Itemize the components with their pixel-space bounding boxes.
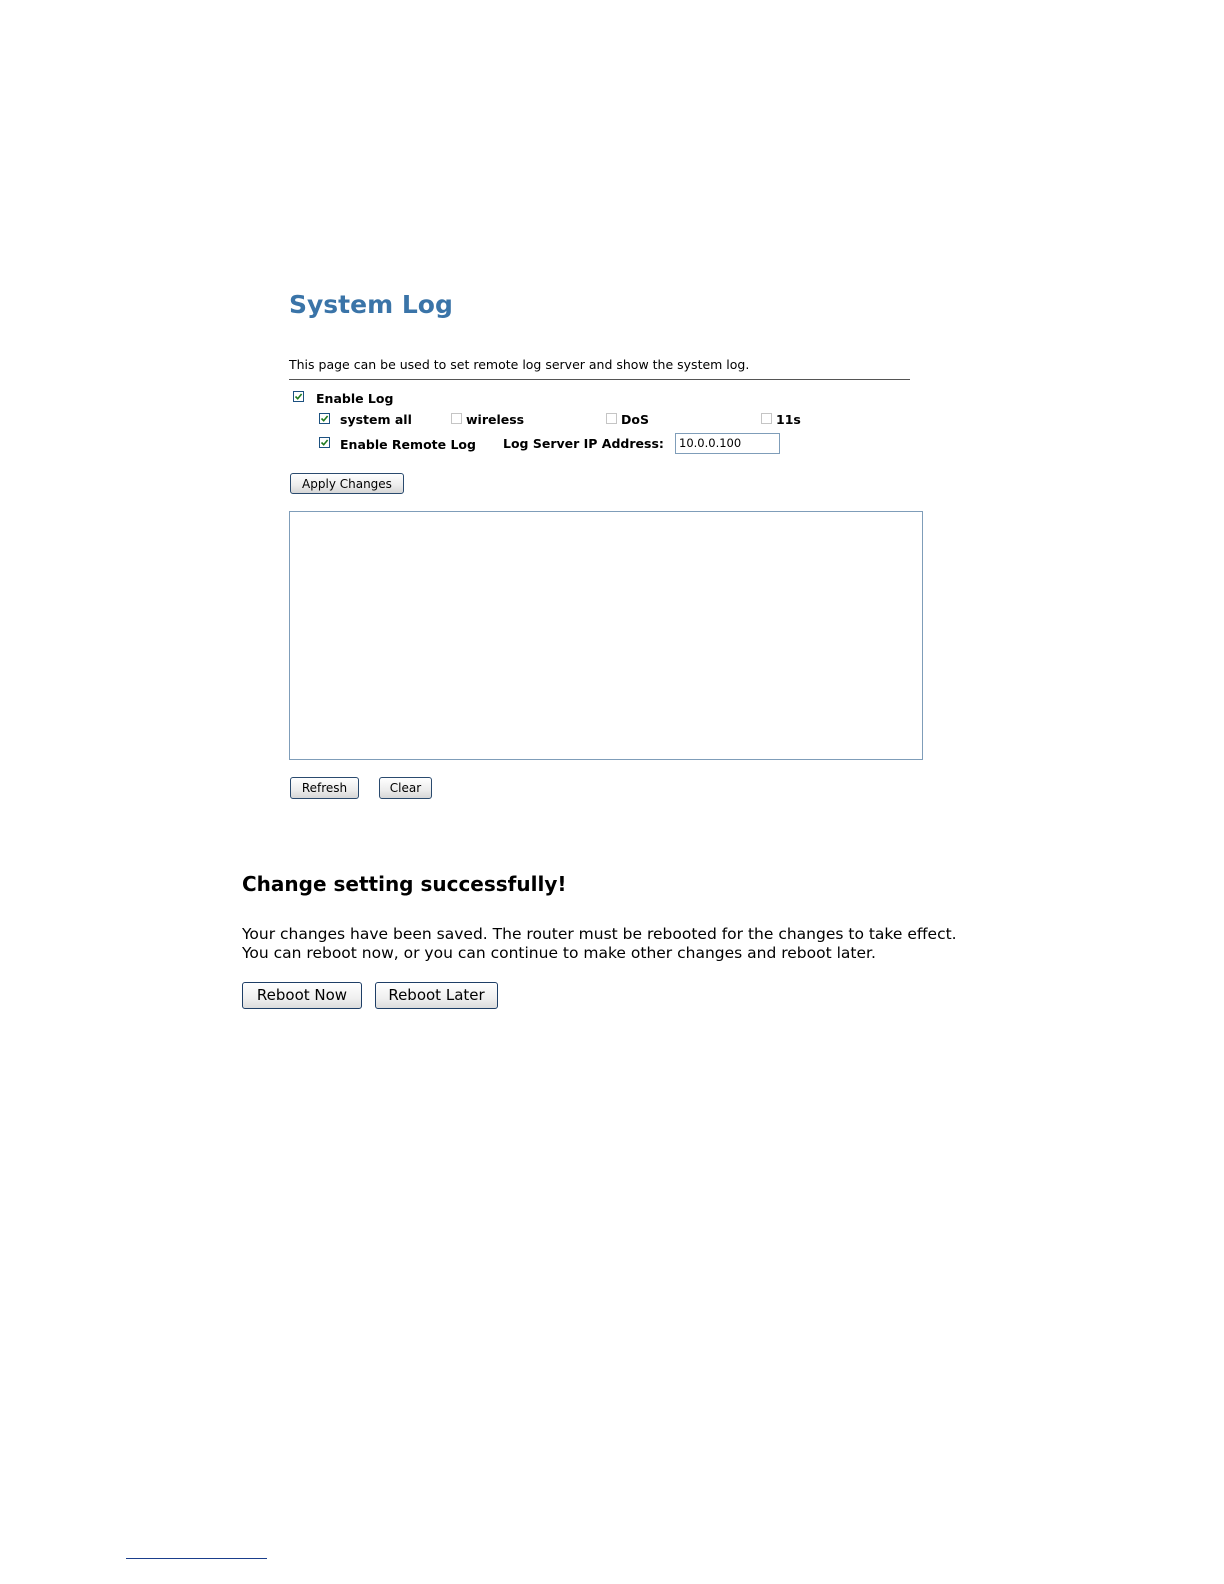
dos-checkbox[interactable] <box>606 413 617 424</box>
dos-label: DoS <box>621 412 649 427</box>
log-server-ip-input[interactable]: 10.0.0.100 <box>675 433 780 454</box>
wireless-label: wireless <box>466 412 525 427</box>
reboot-now-button[interactable]: Reboot Now <box>242 982 362 1009</box>
system-all-checkbox[interactable] <box>319 413 330 424</box>
checkmark-icon <box>320 438 329 447</box>
system-all-label: system all <box>340 412 412 427</box>
11s-label: 11s <box>776 412 801 427</box>
wireless-checkbox[interactable] <box>451 413 462 424</box>
apply-changes-button[interactable]: Apply Changes <box>290 473 404 494</box>
enable-log-checkbox[interactable] <box>293 391 304 402</box>
enable-remote-log-label: Enable Remote Log <box>340 437 476 452</box>
success-heading: Change setting successfully! <box>242 872 567 896</box>
refresh-button[interactable]: Refresh <box>290 777 359 799</box>
result-message <box>242 925 957 963</box>
clear-button[interactable]: Clear <box>379 777 432 799</box>
divider <box>289 379 910 380</box>
result-message-line-2: You can reboot now, or you can continue to make other changes and reboot later. <box>242 944 876 962</box>
checkmark-icon <box>294 392 303 401</box>
page-description: This page can be used to set remote log server and show the system log. <box>289 357 750 372</box>
enable-log-label: Enable Log <box>316 391 394 406</box>
page-title: System Log <box>289 290 453 319</box>
log-server-ip-label: Log Server IP Address: <box>503 436 664 451</box>
enable-remote-log-checkbox[interactable] <box>319 437 330 448</box>
system-log-textarea[interactable] <box>289 511 923 760</box>
11s-checkbox[interactable] <box>761 413 772 424</box>
checkmark-icon <box>320 414 329 423</box>
footnote-rule <box>126 1558 267 1559</box>
reboot-later-button[interactable]: Reboot Later <box>375 982 498 1009</box>
result-message-line-1: Your changes have been saved. The router must be rebooted for the changes to take effect. <box>242 925 957 943</box>
